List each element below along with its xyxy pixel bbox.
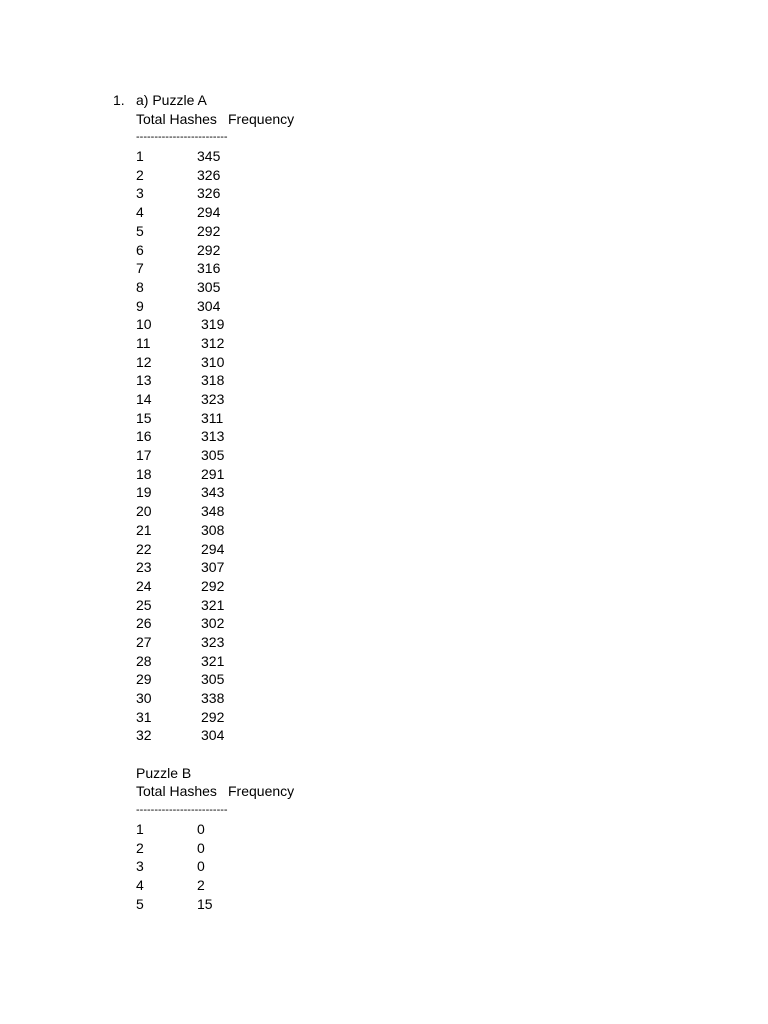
puzzle-a-frequency-cell: 321	[201, 652, 225, 669]
puzzle-a-header	[136, 110, 295, 129]
puzzle-a-total-hashes-cell: 10	[136, 316, 152, 333]
puzzle-a-table-row	[136, 353, 228, 372]
list-item-number: 1.	[113, 92, 125, 108]
puzzle-a-table-row	[136, 465, 228, 484]
puzzle-a-frequency-cell: 323	[201, 633, 225, 650]
puzzle-a-total-hashes-cell: 32	[136, 727, 152, 744]
puzzle-a-table-row	[136, 184, 228, 203]
puzzle-a-table-row	[136, 427, 228, 446]
puzzle-a-total-hashes-cell: 1	[136, 148, 144, 165]
puzzle-a-total-hashes-cell: 8	[136, 278, 144, 295]
puzzle-a-total-hashes-cell: 24	[136, 577, 152, 594]
puzzle-a-frequency-cell: 294	[197, 204, 221, 221]
puzzle-a-table-row	[136, 166, 228, 185]
puzzle-a-frequency-cell: 321	[201, 596, 225, 613]
puzzle-a-header-frequency: Frequency	[228, 110, 295, 127]
puzzle-a-total-hashes-cell: 3	[136, 185, 144, 202]
answer-content	[136, 91, 295, 913]
puzzle-a-frequency-cell: 292	[197, 241, 221, 258]
puzzle-a-table-row	[136, 483, 228, 502]
puzzle-a-total-hashes-cell: 2	[136, 166, 144, 183]
puzzle-a-table-row	[136, 334, 228, 353]
puzzle-b-title: Puzzle B	[136, 764, 192, 781]
puzzle-a-total-hashes-cell: 22	[136, 540, 152, 557]
puzzle-a-frequency-cell: 323	[201, 391, 225, 407]
puzzle-a-frequency-cell: 304	[197, 297, 221, 314]
puzzle-a-table-row	[136, 614, 228, 633]
puzzle-a-total-hashes-cell: 15	[136, 409, 152, 426]
puzzle-a-title: a) Puzzle A	[136, 92, 207, 108]
puzzle-a-total-hashes-cell: 29	[136, 671, 152, 688]
puzzle-a-frequency-cell: 316	[197, 260, 221, 277]
puzzle-a-table-row	[136, 596, 228, 615]
puzzle-a-frequency-cell: 348	[201, 503, 225, 520]
puzzle-b-total-hashes-cell: 5	[136, 895, 144, 912]
puzzle-b-table-row	[136, 876, 228, 895]
puzzle-a-frequency-cell: 305	[201, 447, 225, 464]
puzzle-a-total-hashes-cell: 26	[136, 615, 152, 632]
puzzle-a-frequency-cell: 310	[201, 353, 225, 370]
puzzle-a-frequency-cell: 319	[201, 316, 225, 333]
puzzle-a-total-hashes-cell: 4	[136, 204, 144, 221]
puzzle-b-total-hashes-cell: 3	[136, 858, 144, 875]
puzzle-a-frequency-cell: 343	[201, 484, 225, 501]
puzzle-b-total-hashes-cell: 2	[136, 839, 144, 856]
puzzle-a-total-hashes-cell: 5	[136, 222, 144, 239]
puzzle-a-table-row	[136, 726, 228, 745]
puzzle-a-total-hashes-cell: 12	[136, 353, 152, 370]
puzzle-b-table	[136, 820, 228, 913]
puzzle-a-frequency-cell: 311	[201, 409, 224, 426]
puzzle-a-frequency-cell: 345	[197, 148, 221, 165]
puzzle-a-table-row	[136, 502, 228, 521]
puzzle-a-total-hashes-cell: 18	[136, 465, 152, 482]
puzzle-a-total-hashes-cell: 13	[136, 372, 152, 389]
puzzle-a-total-hashes-cell: 20	[136, 503, 152, 520]
puzzle-a-frequency-cell: 318	[201, 372, 225, 389]
puzzle-a-frequency-cell: 305	[201, 671, 225, 688]
puzzle-b-frequency-cell: 2	[197, 876, 205, 893]
puzzle-a-total-hashes-cell: 31	[136, 708, 152, 725]
puzzle-a-frequency-cell: 294	[201, 540, 225, 557]
puzzle-a-table-row	[136, 241, 228, 260]
puzzle-a-total-hashes-cell: 6	[136, 241, 144, 258]
puzzle-a-table-row	[136, 540, 228, 559]
puzzle-a-frequency-cell: 312	[201, 334, 225, 351]
puzzle-a-header-hashes: Total Hashes	[136, 110, 217, 127]
puzzle-a-separator: -------------------------	[136, 131, 228, 144]
puzzle-b-frequency-cell: 15	[197, 895, 213, 912]
puzzle-a-total-hashes-cell: 27	[136, 633, 152, 650]
puzzle-a-total-hashes-cell: 23	[136, 559, 152, 576]
puzzle-a-table-row	[136, 203, 228, 222]
puzzle-b-separator: -------------------------	[136, 804, 228, 817]
puzzle-a-frequency-cell: 313	[201, 428, 225, 445]
puzzle-a-frequency-cell: 307	[201, 559, 225, 576]
puzzle-a-frequency-cell: 338	[201, 690, 225, 706]
puzzle-a-table-row	[136, 708, 228, 727]
puzzle-a-total-hashes-cell: 9	[136, 297, 144, 314]
puzzle-a-total-hashes-cell: 19	[136, 484, 152, 501]
puzzle-a-total-hashes-cell: 25	[136, 596, 152, 613]
puzzle-a-table-row	[136, 409, 228, 428]
puzzle-b-frequency-cell: 0	[197, 820, 205, 837]
puzzle-a-total-hashes-cell: 16	[136, 428, 152, 445]
puzzle-a-table-row	[136, 558, 228, 577]
puzzle-a-table-row	[136, 670, 228, 689]
puzzle-a-total-hashes-cell: 7	[136, 260, 144, 277]
puzzle-a-table-row	[136, 315, 228, 334]
puzzle-a-table-row	[136, 222, 228, 241]
puzzle-a-total-hashes-cell: 30	[136, 690, 152, 706]
puzzle-a-frequency-cell: 326	[197, 185, 221, 202]
puzzle-a-total-hashes-cell: 28	[136, 652, 152, 669]
puzzle-a-frequency-cell: 291	[201, 465, 225, 482]
puzzle-a-total-hashes-cell: 11	[136, 334, 151, 351]
puzzle-a-total-hashes-cell: 21	[136, 521, 152, 538]
puzzle-a-frequency-cell: 304	[201, 727, 225, 744]
puzzle-b-table-row	[136, 839, 228, 858]
section-spacer	[136, 745, 228, 764]
puzzle-b-header	[136, 782, 295, 801]
puzzle-b-total-hashes-cell: 1	[136, 820, 144, 837]
puzzle-a-table-row	[136, 297, 228, 316]
puzzle-b-frequency-cell: 0	[197, 858, 205, 875]
puzzle-b-table-row	[136, 820, 228, 839]
puzzle-a-table-row	[136, 278, 228, 297]
puzzle-a-table-row	[136, 521, 228, 540]
puzzle-a-table-row	[136, 259, 228, 278]
puzzle-a-frequency-cell: 292	[201, 708, 225, 725]
puzzle-a-frequency-cell: 292	[197, 222, 221, 239]
puzzle-a-table-row	[136, 390, 228, 409]
puzzle-a-table-row	[136, 689, 228, 708]
puzzle-b-table-row	[136, 857, 228, 876]
puzzle-a-table-row	[136, 652, 228, 671]
puzzle-a-table-row	[136, 147, 228, 166]
puzzle-b-header-frequency: Frequency	[228, 783, 295, 800]
puzzle-a-table	[136, 147, 228, 745]
puzzle-b-total-hashes-cell: 4	[136, 876, 144, 893]
puzzle-a-total-hashes-cell: 14	[136, 391, 152, 407]
puzzle-b-table-row	[136, 895, 228, 914]
puzzle-a-table-row	[136, 633, 228, 652]
puzzle-a-frequency-cell: 302	[201, 615, 225, 632]
puzzle-a-total-hashes-cell: 17	[136, 447, 152, 464]
puzzle-a-table-row	[136, 577, 228, 596]
puzzle-a-frequency-cell: 308	[201, 521, 225, 538]
puzzle-a-frequency-cell: 292	[201, 577, 225, 594]
puzzle-a-frequency-cell: 305	[197, 278, 221, 295]
puzzle-a-table-row	[136, 446, 228, 465]
puzzle-b-frequency-cell: 0	[197, 839, 205, 856]
puzzle-b-header-hashes: Total Hashes	[136, 783, 217, 800]
puzzle-a-table-row	[136, 371, 228, 390]
puzzle-a-frequency-cell: 326	[197, 166, 221, 183]
